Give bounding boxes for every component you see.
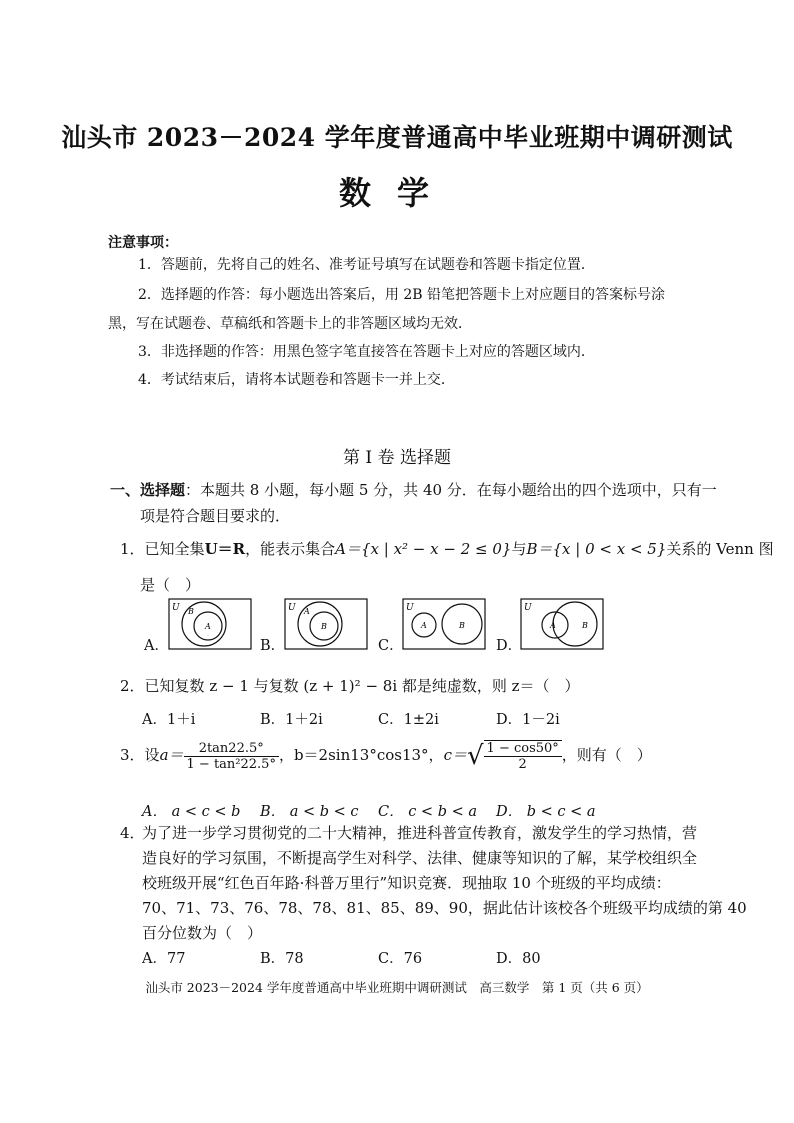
q4-option-b: B．78 [260,951,304,967]
q3-b-expr: ，b＝2sin13°cos13°， [278,746,444,764]
venn-a-u-label: U [172,603,180,613]
q1-option-d-label: D． [496,638,523,654]
page-footer: 汕头市 2023－2024 学年度普通高中毕业班期中调研测试 高三数学 第 1 页（共 6 页） [145,980,649,995]
q4-line-1: 为了进一步学习贯彻党的二十大精神，推进科普宣传教育，激发学生的学习热情，营 [142,824,698,842]
q2-option-a: A．1＋i [142,712,196,728]
venn-d-circle-b [553,602,597,646]
question-3-stem [120,740,652,772]
q1-option-c-label: C． [378,638,404,654]
venn-d-a-label: A [550,621,556,630]
notice-item-2: 2．选择题的作答：每小题选出答案后，用 2B 铅笔把答题卡上对应题目的答案标号涂 [138,287,666,303]
q2-option-b: B．1＋2i [260,712,323,728]
q3-c-var: c＝ [443,746,467,764]
q3-c-denominator: 2 [518,757,527,772]
q2-option-d: D．1－2i [496,712,560,728]
q3-option-b: B． a < b < c [260,804,359,820]
notice-heading: 注意事项： [108,235,178,251]
q3-a-numerator: 2tan22.5° [184,741,279,757]
q1-universal-set: U＝R [204,540,246,558]
venn-d-b-label: B [582,621,588,630]
section-intro-line1: ：本题共 8 小题，每小题 5 分，共 40 分．在每小题给出的四个选项中，只有一 [185,481,717,499]
q4-option-d: D．80 [496,951,541,967]
venn-b-a-label: A [304,607,310,616]
q3-a-var: a＝ [159,746,184,764]
q4-line-3: 校班级开展“红色百年路·科普万里行”知识竞赛．现抽取 10 个班级的平均成绩： [142,874,671,892]
q4-option-a: A．77 [142,951,186,967]
section-label: 一、选择题 [110,481,186,499]
question-3-number: 3． [120,746,145,764]
q4-line-4: 70、71、73、76、78、78、81、85、89、90，据此估计该校各个班级平均成绩的第 40 [142,899,747,917]
venn-c-u-label: U [406,603,414,613]
venn-b-u-label: U [288,603,296,613]
q3-option-a: A． a < c < b [142,804,241,820]
sqrt-icon: √ [466,741,484,771]
section-intro [110,479,717,500]
venn-diagram-a [168,598,252,650]
q1-text-e: 是（ ） [140,576,201,594]
q1-text-b: ，能表示集合 [245,540,336,558]
q3-c-fraction [484,740,562,772]
question-2-text: 已知复数 z − 1 与复数 (z + 1)² − 8i 都是纯虚数，则 z＝（ ） [144,677,580,695]
venn-b-b-label: B [321,622,327,631]
q1-option-a-label: A． [144,638,169,654]
q2-option-c: C．1±2i [378,712,439,728]
question-1-stem [120,538,774,559]
q3-lead: 设 [144,746,160,764]
notice-item-4: 4．考试结束后，请将本试题卷和答题卡一并上交． [138,372,455,388]
q3-a-denominator: 1 − tan²22.5° [186,756,276,772]
notice-item-2-cont: 黑，写在试题卷、草稿纸和答题卡上的非答题区域均无效． [108,316,472,332]
venn-a-a-label: A [205,622,211,631]
q3-option-d: D． b < c < a [496,804,596,820]
venn-diagram-d [520,598,604,650]
q3-option-c: C． c < b < a [378,804,477,820]
venn-a-b-label: B [188,607,194,616]
q1-option-b-label: B． [260,638,286,654]
section-title: 第 I 卷 选择题 [343,448,451,468]
q1-set-a: A＝{x | x² − x − 2 ≤ 0} [335,540,512,558]
notice-item-1: 1．答题前，先将自己的姓名、准考证号填写在试题卷和答题卡指定位置． [138,257,595,273]
q4-option-c: C．76 [378,951,423,967]
question-2-number: 2． [120,677,145,695]
venn-diagram-c [402,598,486,650]
question-1-number: 1． [120,540,145,558]
q3-c-numerator: 1 − cos50° [484,741,562,757]
q1-set-b: B＝{x | 0 < x < 5} [526,540,667,558]
q4-line-2: 造良好的学习氛围，不断提高学生对科学、法律、健康等知识的了解，某学校组织全 [142,849,698,867]
q3-tail: ，则有（ ） [561,746,652,764]
question-2-stem [120,675,580,696]
venn-c-a-label: A [421,621,427,630]
section-intro-line2: 项是符合题目要求的． [140,507,291,525]
q1-text-d: 关系的 Venn 图 [666,540,774,558]
venn-d-u-label: U [524,603,532,613]
question-4-number: 4． [120,824,145,842]
q4-line-5: 百分位数为（ ） [142,924,263,942]
venn-diagram-b [284,598,368,650]
subject-title: 数学 [338,174,455,212]
exam-title: 汕头市 2023－2024 学年度普通高中毕业班期中调研测试 [61,123,733,152]
q1-text-a: 已知全集 [144,540,205,558]
notice-item-3: 3．非选择题的作答：用黑色签字笔直接答在答题卡上对应的答题区域内． [138,344,595,360]
venn-c-b-label: B [459,621,465,630]
q3-a-fraction [184,741,279,772]
q1-text-c: 与 [511,540,527,558]
